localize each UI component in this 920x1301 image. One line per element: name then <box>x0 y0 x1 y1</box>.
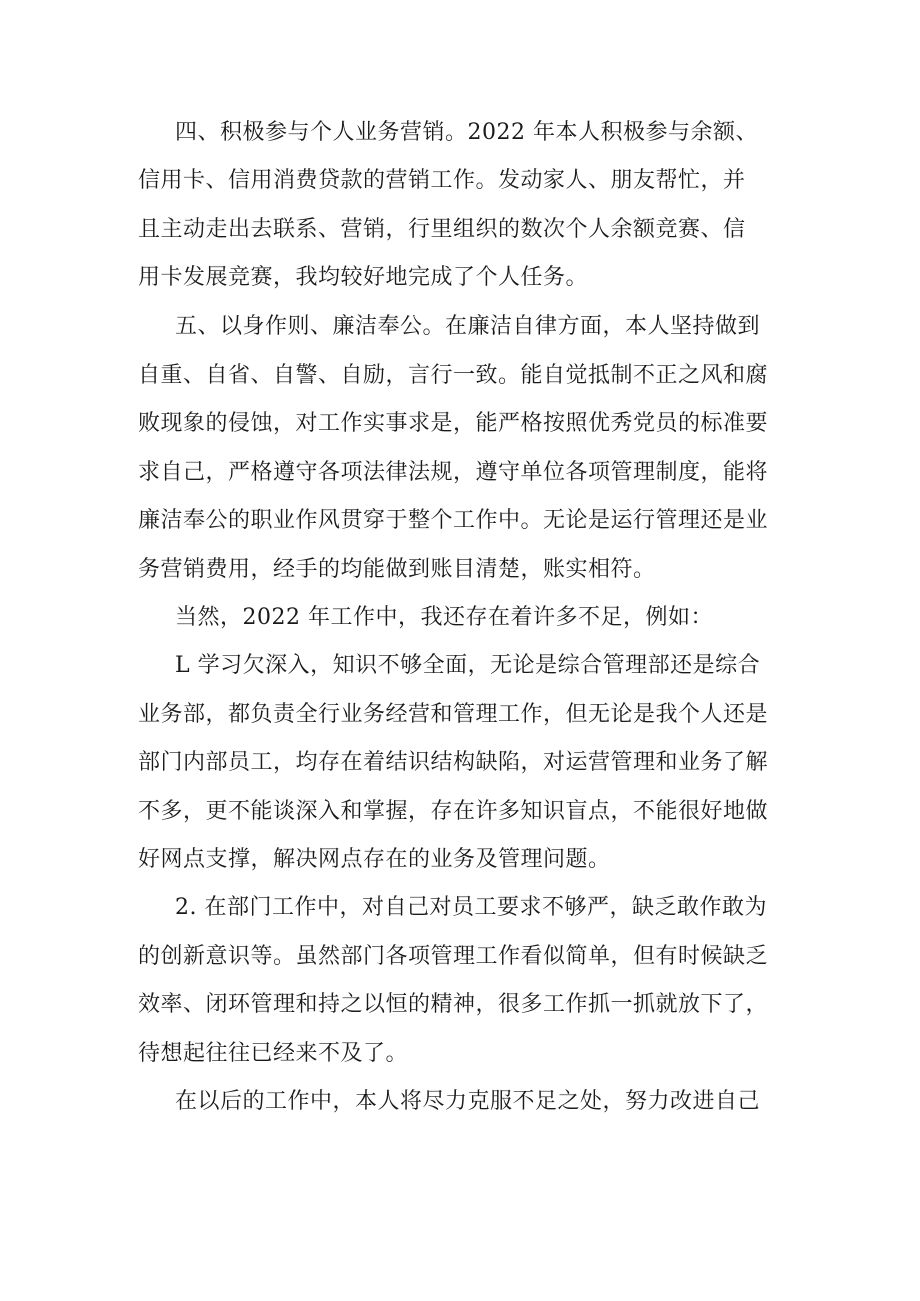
paragraph-1-line-4: 用卡发展竞赛，我均较好地完成了个人任务。 <box>138 265 589 290</box>
paragraph-2-line-5: 廉洁奉公的职业作风贯穿于整个工作中。无论是运行管理还是业 <box>138 508 769 533</box>
paragraph-5-line-2: 的创新意识等。虽然部门各项管理工作看似简单，但有时候缺乏 <box>138 944 769 969</box>
paragraph-4-line-3: 部门内部员工，均存在着结识结构缺陷，对运营管理和业务了解 <box>138 750 769 775</box>
paragraph-5-line-3: 效率、闭环管理和持之以恒的精神，很多工作抓一抓就放下了， <box>138 992 769 1017</box>
paragraph-1-line-2: 信用卡、信用消费贷款的营销工作。发动家人、朋友帮忙，并 <box>138 168 746 193</box>
paragraph-5-line-4: 待想起往往已经来不及了。 <box>138 1041 409 1066</box>
paragraph-2-line-4: 求自己，严格遵守各项法律法规，遵守单位各项管理制度，能将 <box>138 460 769 485</box>
paragraph-4-line-1: L 学习欠深入，知识不够全面，无论是综合管理部还是综合 <box>175 653 761 678</box>
paragraph-2-line-3: 败现象的侵蚀，对工作实事求是，能严格按照优秀党员的标准要 <box>138 411 769 436</box>
paragraph-6-line-1: 在以后的工作中，本人将尽力克服不足之处，努力改进自己 <box>175 1089 761 1114</box>
paragraph-5-line-1: 2. 在部门工作中，对自己对员工要求不够严，缺乏敢作敢为 <box>175 895 767 920</box>
paragraph-1-line-3: 且主动走出去联系、营销，行里组织的数次个人余额竞赛、信 <box>138 217 746 242</box>
paragraph-2-line-6: 务营销费用，经手的均能做到账目清楚，账实相符。 <box>138 557 656 582</box>
paragraph-4-line-4: 不多，更不能谈深入和掌握，存在许多知识盲点，不能很好地做 <box>138 799 769 824</box>
paragraph-1-line-1: 四、积极参与个人业务营销。2022 年本人积极参与余额、 <box>175 120 758 145</box>
paragraph-4-line-5: 好网点支撑，解决网点存在的业务及管理问题。 <box>138 847 611 872</box>
paragraph-2-line-1: 五、以身作则、廉洁奉公。在廉洁自律方面，本人坚持做到 <box>175 314 761 339</box>
paragraph-4-line-2: 业务部，都负责全行业务经营和管理工作，但无论是我个人还是 <box>138 702 769 727</box>
paragraph-3-line-1: 当然，2022 年工作中，我还存在着许多不足，例如： <box>175 605 713 630</box>
paragraph-2-line-2: 自重、自省、自警、自励，言行一致。能自觉抵制不正之风和腐 <box>138 363 769 388</box>
